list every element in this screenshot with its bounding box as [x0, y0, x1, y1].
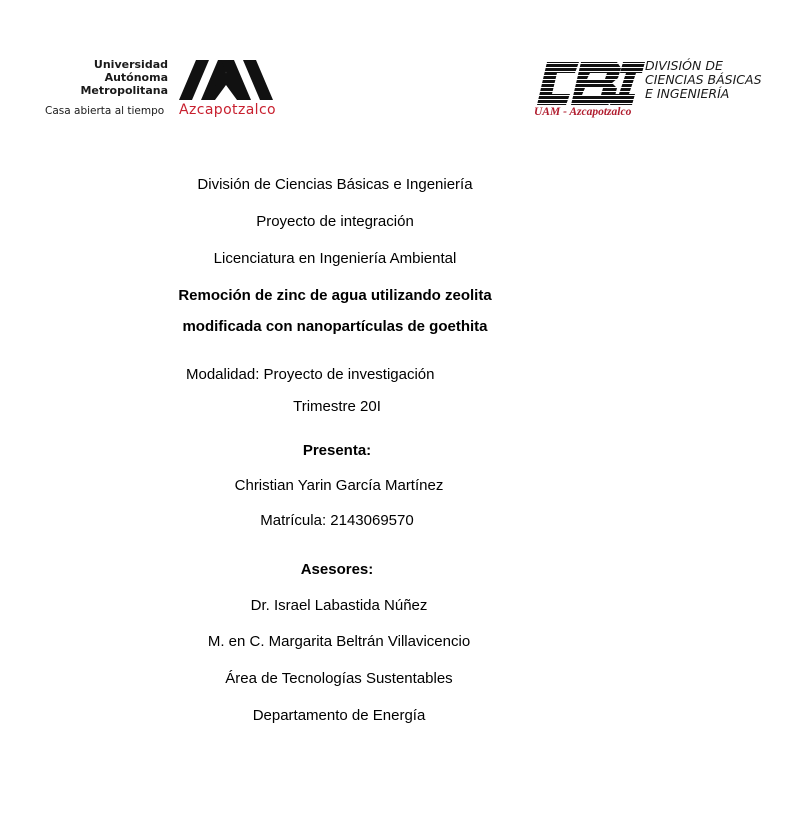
cbi-division-name	[645, 59, 762, 101]
cbi-division-line-3: E INGENIERÍA	[645, 86, 730, 101]
uam-campus: Azcapotzalco	[179, 102, 277, 118]
uam-emblem-icon	[179, 60, 273, 100]
uam-logo	[40, 58, 280, 124]
uam-slogan: Casa abierta al tiempo	[45, 105, 165, 117]
advisors-label: Asesores:	[300, 561, 374, 578]
thesis-title-line-2: modificada con nanopartículas de goethita	[182, 318, 488, 335]
uam-name-line-3: Metropolitana	[80, 84, 168, 97]
cbi-division-line-2: CIENCIAS BÁSICAS	[645, 72, 762, 87]
advisor-2: M. en C. Margarita Beltrán Villavicencio	[207, 633, 471, 650]
project-type: Proyecto de integración	[256, 213, 414, 230]
presents-label: Presenta:	[302, 442, 372, 459]
thesis-title-line-1: Remoción de zinc de agua utilizando zeolita	[178, 287, 492, 304]
uam-university-name	[80, 58, 168, 97]
advisor-1: Dr. Israel Labastida Núñez	[250, 597, 428, 614]
uam-name-line-2: Autónoma	[104, 71, 168, 84]
modality: Modalidad: Proyecto de investigación	[186, 366, 435, 383]
student-id: Matrícula: 2143069570	[260, 512, 414, 529]
uam-name-line-1: Universidad	[93, 58, 168, 71]
department: Departamento de Energía	[252, 707, 426, 724]
academic-area: Área de Tecnologías Sustentables	[225, 670, 453, 687]
cbi-logo	[534, 56, 774, 122]
degree-name: Licenciatura en Ingeniería Ambiental	[213, 250, 457, 267]
cbi-division-line-1: DIVISIÓN DE	[645, 58, 723, 73]
cbi-campus: UAM - Azcapotzalco	[534, 106, 632, 118]
cbi-emblem-icon	[537, 60, 647, 106]
term: Trimestre 20I	[293, 398, 381, 415]
division-name: División de Ciencias Básicas e Ingeniería	[197, 176, 473, 193]
student-name: Christian Yarin García Martínez	[234, 477, 444, 494]
